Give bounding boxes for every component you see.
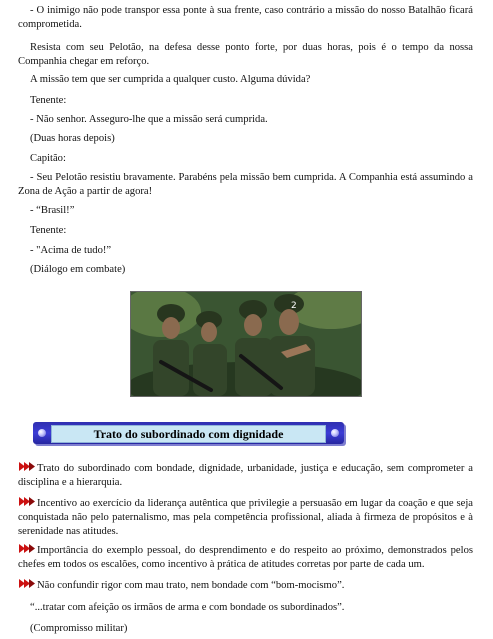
paragraph-brasil: - “Brasil!” (30, 205, 75, 216)
speaker-tenente-2: Tenente: (30, 225, 67, 236)
bullet-item (18, 461, 473, 490)
section-title: Trato do subordinado com dignidade (93, 427, 284, 441)
paragraph-time-note: (Duas horas depois) (30, 133, 115, 144)
soldiers-photo (130, 291, 362, 397)
bullet-item (18, 578, 473, 593)
bullet-text: Importância do exemplo pessoal, do desprendimento e do respeito ao próximo, demonstrados pelos chefes em todos os escalões, como incentivo à prática de atitudes corretas por parte de cada um. (18, 545, 473, 570)
quote-text: “...tratar com afeição os irmãos de arma e com bondade os subordinados”. (30, 602, 345, 613)
bullet-text: Incentivo ao exercício da liderança autêntica que privilegie a persuasão em lugar da coação e que seja conquistada não pelo paternalismo, mas pela competência profissional, aliada à firmeza de propósitos e à serenidade nas atitudes. (18, 498, 473, 537)
red-double-arrow-icon (18, 496, 36, 507)
section-banner (33, 422, 344, 444)
soldiers-photo-illustration (131, 292, 361, 396)
paragraph-order (18, 4, 473, 32)
banner-panel (51, 425, 326, 443)
red-double-arrow-icon (18, 578, 36, 589)
paragraph-text: - O inimigo não pode transpor essa ponte à sua frente, caso contrário a missão do nosso Batalhão ficará comprometida. (18, 5, 473, 30)
quote-source: (Compromisso militar) (30, 623, 128, 634)
bullet-item (18, 543, 473, 572)
bullet-text: Trato do subordinado com bondade, dignidade, urbanidade, justiça e educação, sem comprometer a disciplina e a hierarquia. (18, 463, 473, 488)
red-double-arrow-icon (18, 461, 36, 472)
paragraph-reply: - Não senhor. Asseguro-lhe que a missão será cumprida. (30, 114, 268, 125)
paragraph-congrats: - Seu Pelotão resistiu bravamente. Parabéns pela missão bem cumprida. A Companhia está assumindo a Zona de Ação a partir de agora! (18, 172, 473, 197)
paragraph-dialog-note: (Diálogo em combate) (30, 264, 126, 275)
paragraph-resist: Resista com seu Pelotão, na defesa desse ponto forte, por duas horas, pois é o tempo da nossa Companhia chegar em reforço. (18, 42, 473, 67)
bead-icon (331, 429, 339, 437)
red-double-arrow-icon (18, 543, 36, 554)
bullet-item (18, 496, 473, 539)
paragraph-mission: A missão tem que ser cumprida a qualquer custo. Alguma dúvida? (30, 74, 311, 85)
bullet-text: Não confundir rigor com mau trato, nem bondade com “bom-mocismo”. (37, 580, 345, 591)
speaker-capitao: Capitão: (30, 153, 66, 164)
speaker-tenente: Tenente: (30, 95, 67, 106)
paragraph-acima: - "Acima de tudo!” (30, 245, 112, 256)
bead-icon (38, 429, 46, 437)
svg-text:2: 2 (291, 301, 297, 311)
